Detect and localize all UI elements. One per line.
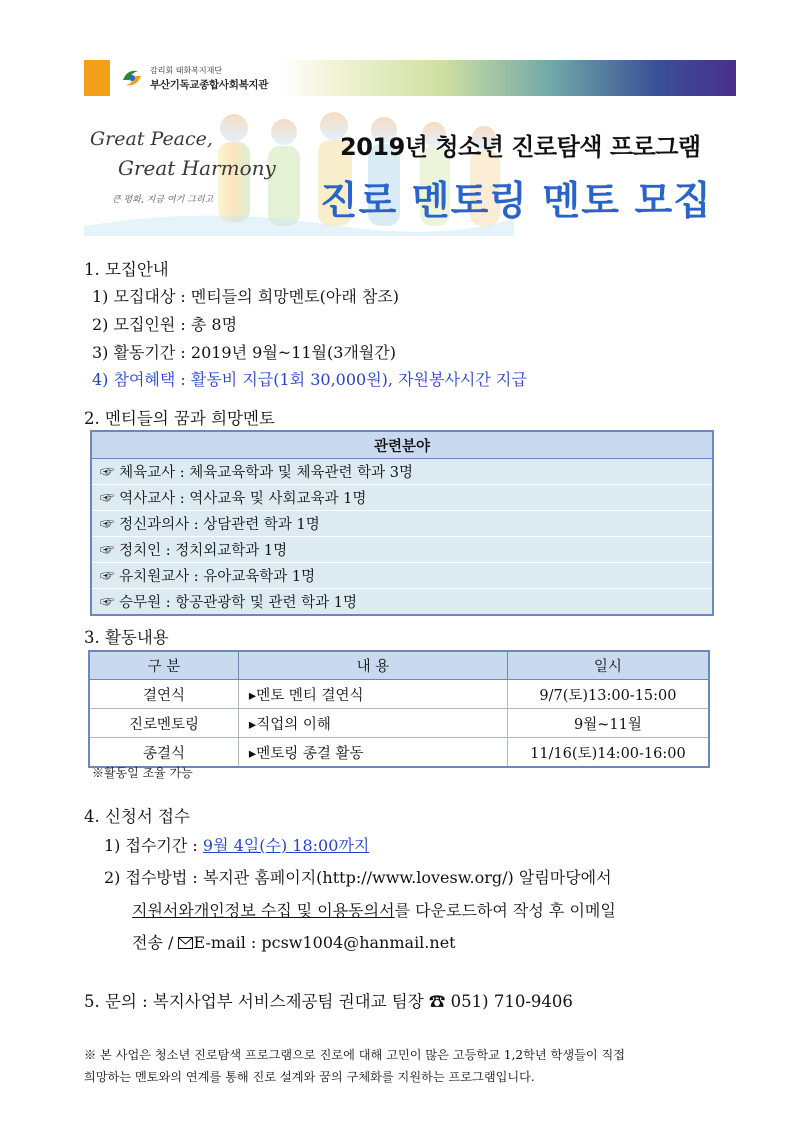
period-label: 1) 접수기간 :: [104, 836, 203, 855]
section4-heading: 4. 신청서 접수: [84, 807, 190, 826]
section3-heading: 3. 활동내용: [84, 628, 169, 647]
email-address: E-mail : pcsw1004@hanmail.net: [193, 933, 456, 952]
application-period: [104, 833, 369, 856]
footnote-line1: ※ 본 사업은 청소년 진로탐색 프로그램으로 진로에 대해 고민이 많은 고등학교 1,2학년 학생들이 직접: [84, 1048, 626, 1062]
hero-script-line1: Great Peace,: [90, 128, 213, 150]
table-row: ☞ 역사교사 : 역사교육 및 사회교육과 1명: [91, 485, 713, 511]
section1-item: 2) 모집인원 : 총 8명: [92, 315, 238, 334]
activity-type: 결연식: [89, 680, 238, 709]
activity-content: ▸멘토링 종결 활동: [238, 738, 507, 768]
activity-type: 종결식: [89, 738, 238, 768]
form-name: 지원서와개인정보 수집 및 이용동의서: [132, 901, 395, 920]
table-header: 관련분야: [91, 431, 713, 459]
contact-line: 5. 문의 : 복지사업부 서비스제공팀 권대교 팀장 ☎ 051) 710-9406: [84, 992, 573, 1011]
send-label: 전송 /: [132, 933, 179, 952]
period-value: 9월 4일(수) 18:00까지: [202, 836, 370, 855]
method-rest: 를 다운로드하여 작성 후 이메일: [394, 901, 616, 920]
table-header: 일시: [507, 651, 709, 680]
section1-item: 1) 모집대상 : 멘티들의 희망멘토(아래 참조): [92, 287, 400, 306]
footnote-line2: 희망하는 멘토와의 연계를 통해 진로 설계와 꿈의 구체화를 지원하는 프로그램입니다.: [84, 1070, 535, 1084]
section1-heading: 1. 모집안내: [84, 260, 169, 279]
table-row: ☞ 정치인 : 정치외교학과 1명: [91, 537, 713, 563]
application-method-forms: [132, 898, 616, 921]
org-line2: 부산기독교종합사회복지관: [150, 79, 269, 91]
table-row: [89, 709, 709, 738]
activity-date: 11/16(토)14:00-16:00: [507, 738, 709, 768]
org-line1: 감리회 태화복지재단: [150, 66, 223, 75]
page-title: 진로 멘토링 멘토 모집: [320, 179, 712, 224]
activity-content: ▸멘토 멘티 결연식: [238, 680, 507, 709]
table-header: 구 분: [89, 651, 238, 680]
section1-item: 3) 활동기간 : 2019년 9월~11월(3개월간): [92, 343, 397, 362]
envelope-icon: [178, 937, 193, 949]
application-method: 2) 접수방법 : 복지관 홈페이지(http://www.lovesw.org/) 알림마당에서: [104, 868, 612, 887]
logo-mark-icon: [118, 64, 146, 92]
table-row: ☞ 유치원교사 : 유아교육학과 1명: [91, 563, 713, 589]
hero-script-line3: 큰 평화, 지금 여기 그리고: [112, 195, 214, 205]
table-row: ☞ 승무원 : 항공관광학 및 관련 학과 1명: [91, 589, 713, 616]
activity-table: [88, 650, 710, 768]
table-row: [89, 738, 709, 768]
application-email: [132, 930, 456, 953]
page-subtitle: 2019년 청소년 진로탐색 프로그램: [340, 133, 701, 161]
activity-type: 진로멘토링: [89, 709, 238, 738]
table-header: 내 용: [238, 651, 507, 680]
section1-item-benefit: 4) 참여혜택 : 활동비 지급(1회 30,000원), 자원봉사시간 지급: [92, 370, 527, 389]
table-row: ☞ 정신과의사 : 상담관련 학과 1명: [91, 511, 713, 537]
mentor-field-table: [90, 430, 714, 616]
activity-date: 9월~11월: [507, 709, 709, 738]
table-row: ☞ 체육교사 : 체육교육학과 및 체육관련 학과 3명: [91, 459, 713, 485]
header-orange-block: [84, 60, 110, 96]
section2-heading: 2. 멘티들의 꿈과 희망멘토: [84, 409, 275, 428]
activity-date: 9/7(토)13:00-15:00: [507, 680, 709, 709]
activity-note: ※활동일 조율 가능: [92, 766, 193, 780]
table-row: [89, 680, 709, 709]
hero-script-line2: Great Harmony: [118, 156, 276, 180]
activity-content: ▸직업의 이해: [238, 709, 507, 738]
